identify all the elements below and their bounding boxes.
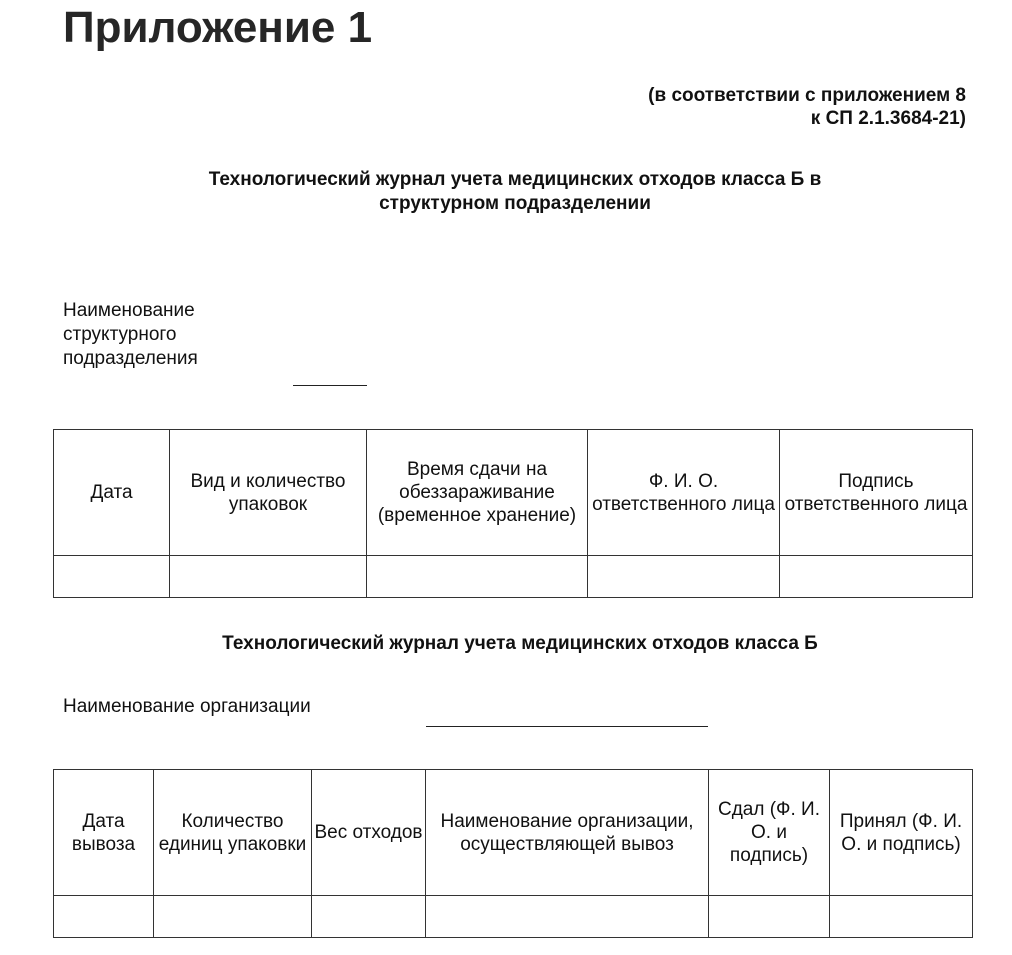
column-header-handed-over: Сдал (Ф. И. О. и подпись) [709,770,830,896]
table-row [54,556,973,598]
label-line: структурного [63,324,177,345]
organization-name-field[interactable] [426,726,708,727]
page-title: Приложение 1 [63,3,373,52]
organization-name-label: Наименование организации [63,696,311,717]
column-header-packages: Вид и количество упаковок [170,430,367,556]
table-cell[interactable] [312,896,426,938]
heading-line-2: структурном подразделении [379,193,651,214]
division-name-field[interactable] [293,385,367,386]
label-line: Наименование [63,300,195,321]
organization-journal-heading: Технологический журнал учета медицинских отходов класса Б [222,633,818,654]
division-name-label [63,299,283,371]
column-header-date: Дата [54,430,170,556]
column-header-handover-time: Время сдачи на обеззараживание (временное хранение) [367,430,588,556]
table-cell[interactable] [54,896,154,938]
table-header-row [54,770,973,896]
table-cell[interactable] [170,556,367,598]
regulation-reference [466,84,966,130]
table-cell[interactable] [709,896,830,938]
column-header-removal-date: Дата вывоза [54,770,154,896]
label-line: подразделения [63,348,198,369]
division-journal-table [53,429,973,598]
table-cell[interactable] [780,556,973,598]
table-cell[interactable] [426,896,709,938]
table-cell[interactable] [830,896,973,938]
table-cell[interactable] [54,556,170,598]
table-header-row [54,430,973,556]
heading-line-1: Технологический журнал учета медицинских отходов класса Б в [208,169,822,190]
column-header-received: Принял (Ф. И. О. и подпись) [830,770,973,896]
column-header-responsible-signature: Подпись ответственного лица [780,430,973,556]
division-journal-heading [100,168,930,216]
column-header-package-count: Количество единиц упаковки [154,770,312,896]
table-cell[interactable] [154,896,312,938]
column-header-waste-weight: Вес отходов [312,770,426,896]
column-header-removal-organization: Наименование организации, осуществляющей вывоз [426,770,709,896]
table-row [54,896,973,938]
table-cell[interactable] [367,556,588,598]
reference-line-1: (в соответствии с приложением 8 [648,85,966,106]
reference-line-2: к СП 2.1.3684-21) [810,108,966,129]
organization-journal-table [53,769,973,938]
column-header-responsible-name: Ф. И. О. ответственного лица [588,430,780,556]
table-cell[interactable] [588,556,780,598]
